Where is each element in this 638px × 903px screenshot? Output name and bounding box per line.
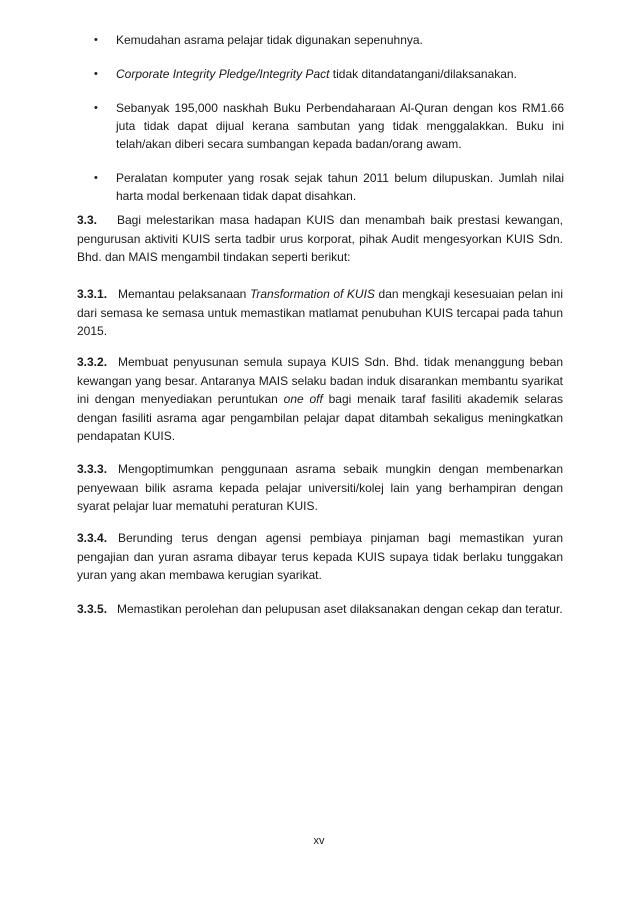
section-number: 3.3.3. (77, 462, 108, 476)
bullet-text: tidak ditandatangani/dilaksanakan. (329, 67, 517, 81)
finding-bullet-list (96, 31, 564, 219)
bullet-dot-icon: • (94, 68, 98, 80)
section-text: Membuat penyusunan semula supaya KUIS Sdn. Bhd. tidak menanggung beban kewangan yang besar. Antaranya MAIS selaku badan induk disarankan membantu syarikat ini dengan menyediakan peruntukan (77, 355, 563, 406)
section-number: 3.3.5. (77, 602, 108, 616)
bullet-item-asrama (96, 31, 564, 49)
section-3-3-1 (77, 285, 563, 341)
section-italic-text: Transformation of KUIS (249, 287, 375, 301)
section-3-3-2 (77, 353, 563, 446)
section-number: 3.3.4. (77, 531, 108, 545)
section-text: Memastikan perolehan dan pelupusan aset dilaksanakan dengan cekap dan teratur. (117, 602, 563, 616)
section-text: Bagi melestarikan masa hadapan KUIS dan menambah baik prestasi kewangan, pengurusan aktiviti KUIS serta tadbir urus korporat, pihak Audit mengesyorkan KUIS Sdn. Bhd. dan MAIS mengambil tindakan seperti berikut: (77, 213, 563, 264)
bullet-dot-icon: • (94, 172, 98, 184)
bullet-text: Kemudahan asrama pelajar tidak digunakan sepenuhnya. (116, 33, 423, 47)
section-text: Berunding terus dengan agensi pembiaya pinjaman bagi memastikan yuran pengajian dan yuran asrama dibayar terus kepada KUIS supaya tidak berlaku tunggakan yuran yang akan membawa kerugian syarikat. (77, 531, 563, 582)
section-italic-text: one off (283, 392, 323, 406)
bullet-italic-text: Corporate Integrity Pledge/Integrity Pact (116, 67, 330, 81)
section-text: Mengoptimumkan penggunaan asrama sebaik mungkin dengan membenarkan penyewaan bilik asrama kepada pelajar universiti/kolej lain yang berhampiran dengan syarat pelajar luar mematuhi peraturan KUIS. (77, 462, 563, 513)
section-3-3-3 (77, 460, 563, 516)
bullet-dot-icon: • (94, 34, 98, 46)
section-text: dan mengkaji kesesuaian pelan ini dari semasa ke semasa untuk memastikan matlamat penubuhan KUIS tercapai pada tahun 2015. (77, 287, 563, 338)
bullet-item-quran-books (96, 99, 564, 153)
section-3-3 (77, 211, 563, 267)
bullet-item-computers (96, 169, 564, 205)
section-text: bagi menaik taraf fasiliti akademik selaras dengan fasiliti asrama agar pengambilan pelajar dapat ditambah sekaligus meningkatkan pendapatan KUIS. (77, 392, 563, 443)
bullet-item-integrity-pledge (96, 65, 564, 83)
section-number: 3.3. (77, 213, 98, 227)
page-number: xv (313, 835, 325, 847)
bullet-text: Peralatan komputer yang rosak sejak tahun 2011 belum dilupuskan. Jumlah nilai harta modal berkenaan tidak dapat disahkan. (116, 171, 564, 203)
bullet-text: Sebanyak 195,000 naskhah Buku Perbendaharaan Al-Quran dengan kos RM1.66 juta tidak dapat dijual kerana sambutan yang tidak menggalakkan. Buku ini telah/akan diberi secara sumbangan kepada badan/orang awam. (116, 101, 564, 151)
section-number: 3.3.1. (77, 287, 108, 301)
section-3-3-4 (77, 529, 563, 585)
section-number: 3.3.2. (77, 355, 108, 369)
bullet-dot-icon: • (94, 102, 98, 114)
section-text: Memantau pelaksanaan (118, 287, 250, 301)
section-3-3-5 (77, 600, 563, 619)
